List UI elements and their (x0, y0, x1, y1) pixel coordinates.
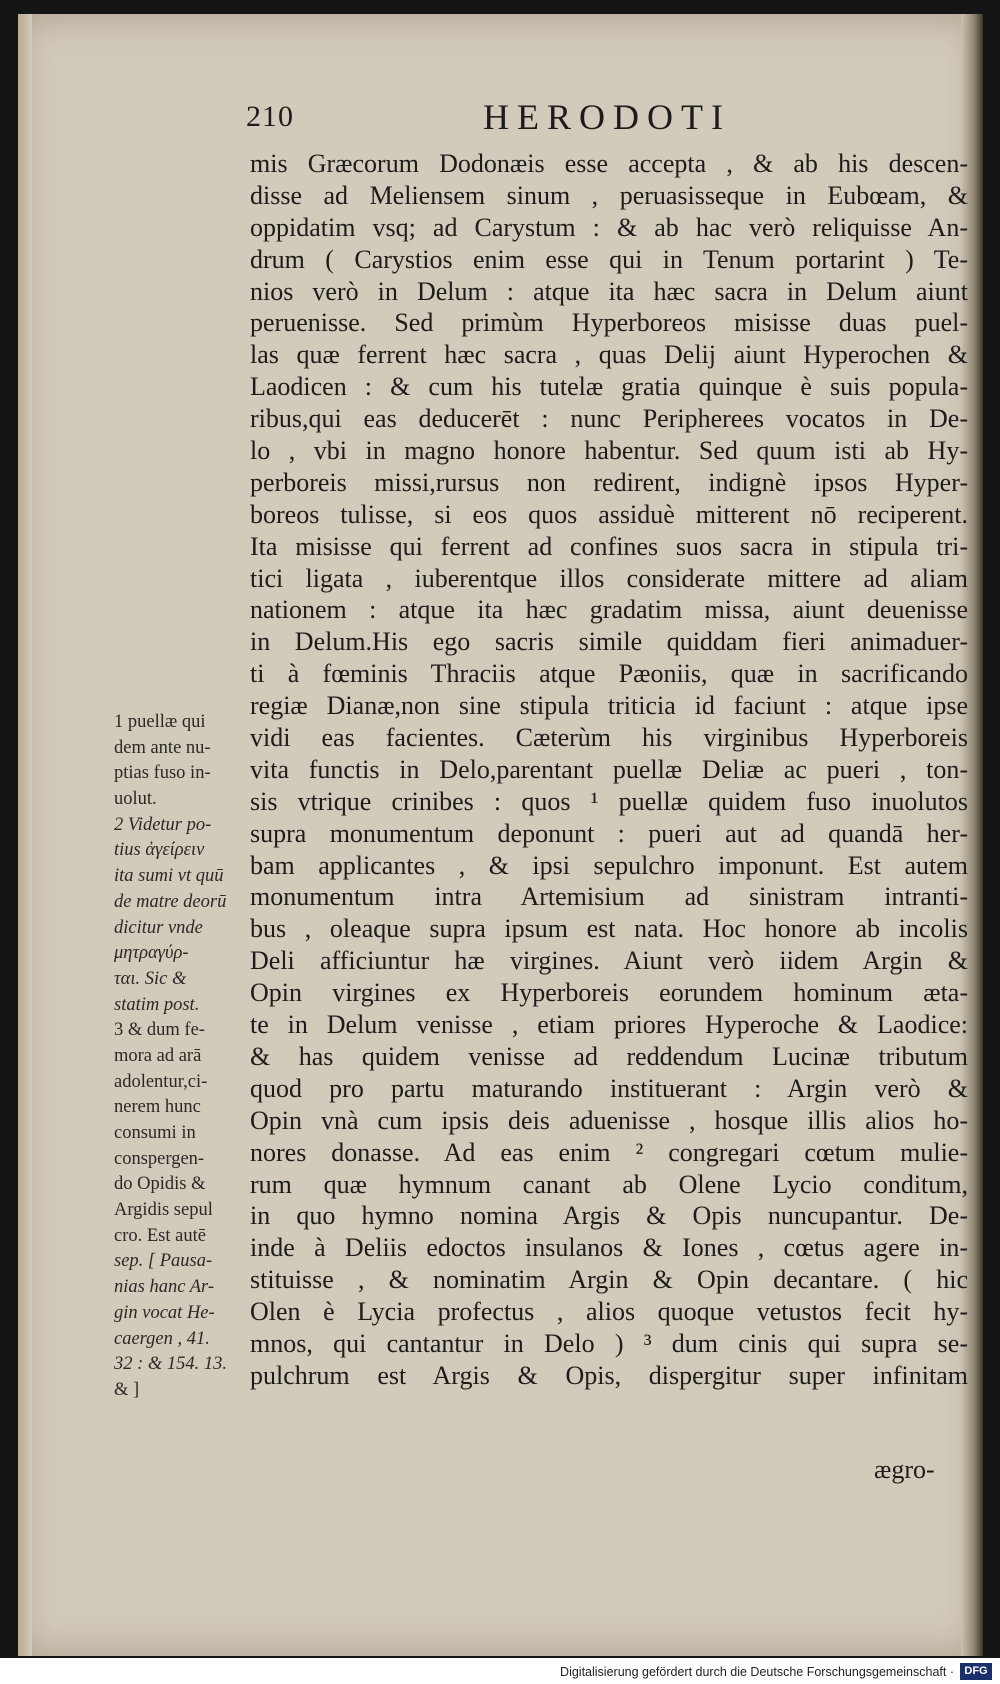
text-line: rum quæ hymnum canant ab Olene Lycio conditum, (250, 1169, 968, 1199)
marginal-note-line: ita sumi vt quū (114, 866, 224, 887)
text-line: in quo hymno nomina Argis & Opis nuncupantur. De- (250, 1201, 968, 1231)
text-line: vita functis in Delo,parentant puellæ Deliæ ac pueri , ton- (250, 754, 968, 784)
text-line: mis Græcorum Dodonæis esse accepta , & ab his descen- (250, 149, 968, 178)
marginal-note-line: ται. Sic & (114, 968, 187, 989)
text-line: Laodicen : & cum his tutelæ gratia quinque è suis popula- (250, 372, 968, 402)
running-head: HERODOTI (483, 97, 731, 137)
text-line: inde à Deliis edoctos insulanos & Iones , cœtus agere in- (250, 1233, 968, 1263)
marginal-note-line: uolut. (114, 789, 157, 810)
text-line: lo , vbi in magno honore habentur. Sed quum isti ab Hy- (250, 436, 968, 466)
text-line: in Delum.His ego sacris simile quiddam fieri animaduer- (250, 627, 968, 657)
marginal-note-line: caergen , 41. (114, 1328, 210, 1349)
marginal-note-line: 1 puellæ qui (114, 712, 206, 732)
marginal-note-line: nerem hunc (114, 1097, 201, 1118)
page-left-edge (18, 14, 32, 1656)
book-page (18, 14, 981, 1656)
dfg-logo: DFG (960, 1663, 992, 1680)
marginal-note-line: cro. Est autē (114, 1225, 206, 1246)
text-line: oppidatim vsq; ad Carystum : & ab hac verò reliquisse An- (250, 212, 968, 242)
text-line: sis vtrique crinibes : quos ¹ puellæ quidem fuso inuolutos (250, 786, 968, 816)
text-line: peruenisse. Sed primùm Hyperboreos misisse duas puel- (250, 308, 968, 338)
text-line: pulchrum est Argis & Opis, dispergitur super infinitam (250, 1360, 968, 1390)
marginal-note-line: adolentur,ci- (114, 1071, 208, 1092)
marginal-note-line: nias hanc Ar- (114, 1277, 215, 1298)
marginal-note-line: dem ante nu- (114, 737, 211, 758)
marginal-note-line: sep. [ Pausa- (114, 1251, 213, 1272)
text-line: boreos tulisse, si eos quos assiduè mitterent nō reciperent. (250, 499, 968, 529)
marginal-note-line: ptias fuso in- (114, 763, 211, 784)
text-line: perboreis missi,rursus non redirent, indignè ipsos Hyper- (250, 467, 968, 497)
text-line: bam applicantes , & ipsi sepulchro imponunt. Est autem (250, 850, 968, 880)
text-line: quod pro partu maturando instituerant : Argin verò & (250, 1073, 968, 1103)
main-text-block (250, 148, 968, 1392)
text-line: bus , oleaque supra ipsum est nata. Hoc honore ab incolis (250, 914, 968, 944)
digitization-footer (0, 1658, 1000, 1684)
text-line: mnos, qui cantantur in Delo ) ³ dum cinis qui supra se- (250, 1328, 968, 1358)
text-line: monumentum intra Artemisium ad sinistram intranti- (250, 882, 968, 912)
marginal-note-line: mora ad arā (114, 1045, 202, 1066)
text-line: & has quidem venisse ad reddendum Lucinæ tributum (250, 1041, 968, 1071)
text-line: ti à fœminis Thraciis atque Pæoniis, quæ in sacrificando (250, 659, 968, 689)
marginal-note-line: gin vocat He- (114, 1302, 215, 1323)
text-line: nores donasse. Ad eas enim ² congregari cœtum mulie- (250, 1137, 968, 1167)
marginal-note-line: dicitur vnde (114, 917, 203, 938)
marginal-note-line: Argidis sepul (114, 1200, 213, 1221)
text-line: tici ligata , iuberentque illos considerate mittere ad aliam (250, 563, 968, 593)
text-line: drum ( Carystios enim esse qui in Tenum portarint ) Te- (250, 244, 968, 274)
text-line: te in Delum venisse , etiam priores Hyperoche & Laodice: (250, 1010, 968, 1040)
marginal-note-line: tius ἀγείρειν (114, 840, 205, 861)
marginal-note-line: 32 : & 154. 13. (114, 1354, 228, 1375)
marginal-note-line: de matre deorū (114, 891, 227, 912)
marginal-note-line: conspergen- (114, 1148, 205, 1169)
text-line: nationem : atque ita hæc gradatim missa, aiunt deuenisse (250, 595, 968, 625)
page-number: 210 (246, 100, 294, 133)
marginal-note-line: 2 Videtur po- (114, 814, 212, 835)
text-line: nios verò in Delum : atque ita hæc sacra in Delum aiunt (250, 276, 968, 306)
text-line: Opin virgines ex Hyperboreis eorundem hominum æta- (250, 978, 968, 1008)
marginal-notes (114, 710, 266, 1404)
text-line: Deli afficiuntur hæ virgines. Aiunt verò iidem Argin & (250, 946, 968, 976)
text-line: Olen è Lycia profectus , alios quoque vetustos fecit hy- (250, 1297, 968, 1327)
marginal-note-line: consumi in (114, 1123, 196, 1143)
text-line: Ita misisse qui ferrent ad confines suos sacra in stipula tri- (250, 531, 968, 561)
text-line: las quæ ferrent hæc sacra , quas Delij aiunt Hyperochen & (250, 340, 968, 370)
text-line: disse ad Meliensem sinum , peruasisseque in Eubœam, & (250, 180, 968, 210)
text-line: supra monumentum deponunt : pueri aut ad quandā her- (250, 818, 968, 848)
text-line: stituisse , & nominatim Argin & Opin decantare. ( hic (250, 1265, 968, 1295)
text-line: ribus,qui eas deducerēt : nunc Peripherees vocatos in De- (250, 404, 968, 434)
text-line: regiæ Dianæ,non sine stipula triticia id faciunt : atque ipse (250, 691, 968, 721)
marginal-note-line: do Opidis & (114, 1174, 206, 1195)
text-line: Opin vnà cum ipsis deis aduenisse , hosque illis alios ho- (250, 1105, 968, 1135)
marginal-note-line: statim post. (114, 994, 200, 1015)
marginal-note-line: & ] (114, 1379, 140, 1400)
marginal-note-line: 3 & dum fe- (114, 1020, 205, 1041)
marginal-note-line: μητραγύρ- (114, 943, 189, 964)
footer-credit: Digitalisierung gefördert durch die Deutsche Forschungsgemeinschaft · (560, 1665, 954, 1679)
text-line: vidi eas facientes. Cæterùm his virginibus Hyperboreis (250, 723, 968, 753)
catchword: ægro- (874, 1455, 935, 1484)
